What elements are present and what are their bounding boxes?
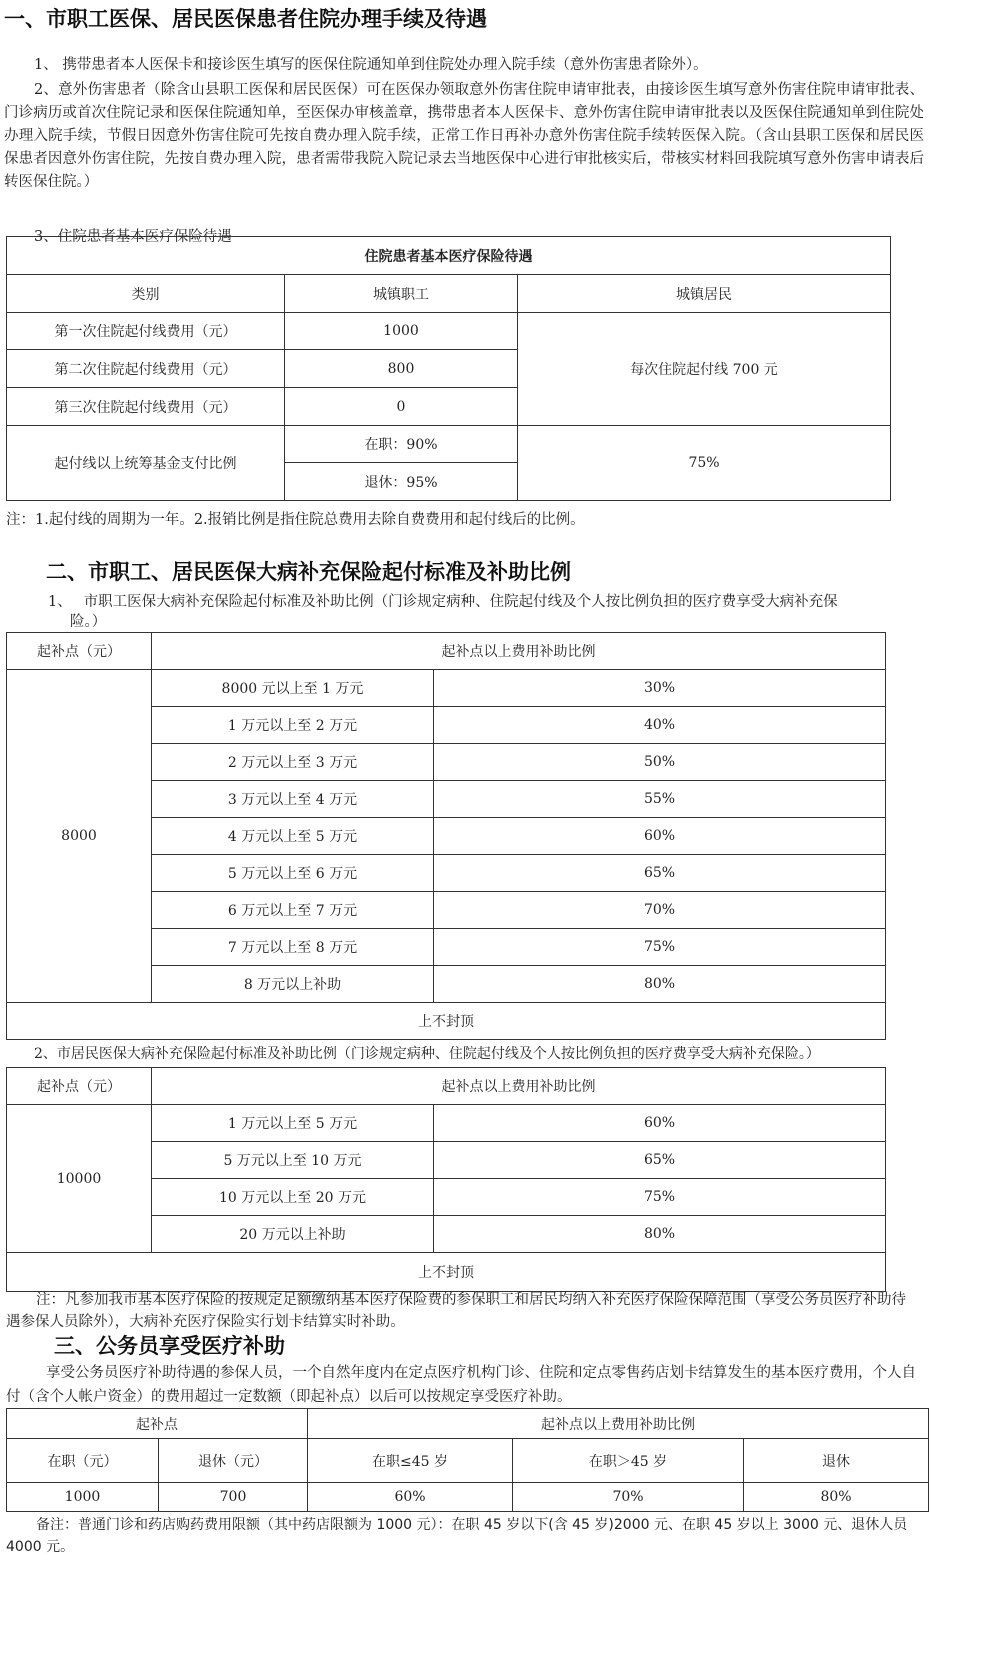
header-active-over-45: 在职＞45 岁	[513, 1439, 744, 1483]
subsidy-ratio: 40%	[434, 707, 886, 744]
section1-note: 注：1.起付线的周期为一年。2.报销比例是指住院总费用去除自费费用和起付线后的比例。	[6, 512, 585, 528]
cost-range: 6 万元以上至 7 万元	[152, 892, 434, 929]
section2-paragraph-1-line2: 险。）	[70, 614, 107, 630]
subsidy-ratio: 80%	[434, 1216, 886, 1253]
header-start-point: 起补点（元）	[7, 1068, 152, 1105]
section1-paragraph-2: 2、意外伤害患者（除含山县职工医保和居民医保）可在医保办领取意外伤害住院申请审批表，由接诊医生填写意外伤害住院申请审批表、门诊病历或首次住院记录和医保住院通知单，至医保办审核盖章，携带患者本人医保卡、意外伤害住院申请审批表以及医保住院通知单到住院处办理入院手续，节假日因意外伤害住院可先按自费办理入院手续，正常工作日再补办意外伤害住院手续转医保入院。（含山县职工医保和居民医保患者因意外伤害住院，先按自费办理入院，患者需带我院入院记录去当地医保中心进行审批核实后，带核实材料回我院填写意外伤害申请表后转医保住院。）	[4, 82, 924, 190]
header-subsidy-ratio-group: 起补点以上费用补助比例	[308, 1409, 929, 1439]
header-subsidy-ratio: 起补点以上费用补助比例	[152, 1068, 886, 1105]
subsidy-ratio: 30%	[434, 670, 886, 707]
subsidy-ratio: 80%	[434, 966, 886, 1003]
value-active-under-45: 60%	[308, 1483, 513, 1512]
no-cap-footer: 上不封顶	[7, 1253, 886, 1292]
resident-threshold: 每次住院起付线 700 元	[518, 313, 891, 426]
section2-title: 二、市职工、居民医保大病补充保险起付标准及补助比例	[46, 560, 571, 584]
subsidy-ratio: 60%	[434, 1105, 886, 1142]
worker-critical-illness-table	[6, 632, 886, 1040]
table-title: 住院患者基本医疗保险待遇	[7, 237, 891, 275]
worker-active-ratio: 在职：90%	[285, 426, 518, 463]
subsidy-ratio: 75%	[434, 1179, 886, 1216]
cost-range: 3 万元以上至 4 万元	[152, 781, 434, 818]
section2-paragraph-2: 2、市居民医保大病补充保险起付标准及补助比例（门诊规定病种、住院起付线及个人按比例负担的医疗费享受大病补充保险。）	[34, 1046, 820, 1062]
start-point-value: 8000	[7, 670, 152, 1003]
row-label: 第三次住院起付线费用（元）	[7, 388, 285, 426]
subsidy-ratio: 50%	[434, 744, 886, 781]
header-retired-ratio: 退休	[744, 1439, 929, 1483]
ratio-label: 起付线以上统筹基金支付比例	[7, 426, 285, 501]
cost-range: 1 万元以上至 2 万元	[152, 707, 434, 744]
subsidy-ratio: 75%	[434, 929, 886, 966]
section3-title: 三、公务员享受医疗补助	[54, 1334, 285, 1358]
cost-range: 5 万元以上至 6 万元	[152, 855, 434, 892]
subsidy-ratio: 55%	[434, 781, 886, 818]
row-worker-value: 800	[285, 350, 518, 388]
value-active-over-45: 70%	[513, 1483, 744, 1512]
section1-paragraph-3: 3、住院患者基本医疗保险待遇	[34, 229, 232, 245]
cost-range: 1 万元以上至 5 万元	[152, 1105, 434, 1142]
header-start-point-group: 起补点	[7, 1409, 308, 1439]
header-category: 类别	[7, 275, 285, 313]
resident-ratio: 75%	[518, 426, 891, 501]
row-worker-value: 1000	[285, 313, 518, 350]
header-urban-worker: 城镇职工	[285, 275, 518, 313]
cost-range: 2 万元以上至 3 万元	[152, 744, 434, 781]
header-active-under-45: 在职≤45 岁	[308, 1439, 513, 1483]
value-active-start: 1000	[7, 1483, 159, 1512]
worker-retired-ratio: 退休：95%	[285, 463, 518, 501]
cost-range: 4 万元以上至 5 万元	[152, 818, 434, 855]
section3-paragraph: 享受公务员医疗补助待遇的参保人员，一个自然年度内在定点医疗机构门诊、住院和定点零售药店划卡结算发生的基本医疗费用，个人自付（含个人帐户资金）的费用超过一定数额（即起补点）以后可以按规定享受医疗补助。	[6, 1365, 916, 1405]
section1-paragraph-1: 1、 携带患者本人医保卡和接诊医生填写的医保住院通知单到住院处办理入院手续（意外伤害患者除外）。	[34, 57, 708, 73]
subsidy-ratio: 60%	[434, 818, 886, 855]
start-point-value: 10000	[7, 1105, 152, 1253]
header-retired-start: 退休（元）	[159, 1439, 308, 1483]
cost-range: 20 万元以上补助	[152, 1216, 434, 1253]
section2-note: 注：凡参加我市基本医疗保险的按规定足额缴纳基本医疗保险费的参保职工和居民均纳入补充医疗保险保障范围（享受公务员医疗补助待遇参保人员除外），大病补充医疗保险实行划卡结算实时补助。	[6, 1292, 906, 1330]
no-cap-footer: 上不封顶	[7, 1003, 886, 1040]
header-start-point: 起补点（元）	[7, 633, 152, 670]
inpatient-benefits-table	[6, 236, 891, 501]
header-subsidy-ratio: 起补点以上费用补助比例	[152, 633, 886, 670]
section2-paragraph-1-line1: 1、 市职工医保大病补充保险起付标准及补助比例（门诊规定病种、住院起付线及个人按比例负担的医疗费享受大病补充保	[48, 594, 838, 610]
section3-note: 备注：普通门诊和药店购药费用限额（其中药店限额为 1000 元）：在职 45 岁以下(含 45 岁)2000 元、在职 45 岁以上 3000 元、退休人员 4000 元。	[6, 1517, 908, 1555]
cost-range: 10 万元以上至 20 万元	[152, 1179, 434, 1216]
value-retired-ratio: 80%	[744, 1483, 929, 1512]
cost-range: 7 万元以上至 8 万元	[152, 929, 434, 966]
row-worker-value: 0	[285, 388, 518, 426]
civil-servant-subsidy-table	[6, 1408, 929, 1512]
cost-range: 5 万元以上至 10 万元	[152, 1142, 434, 1179]
resident-critical-illness-table	[6, 1067, 886, 1292]
header-active-start: 在职（元）	[7, 1439, 159, 1483]
row-label: 第一次住院起付线费用（元）	[7, 313, 285, 350]
row-label: 第二次住院起付线费用（元）	[7, 350, 285, 388]
header-urban-resident: 城镇居民	[518, 275, 891, 313]
value-retired-start: 700	[159, 1483, 308, 1512]
section1-title: 一、市职工医保、居民医保患者住院办理手续及待遇	[4, 7, 487, 31]
subsidy-ratio: 70%	[434, 892, 886, 929]
cost-range: 8 万元以上补助	[152, 966, 434, 1003]
cost-range: 8000 元以上至 1 万元	[152, 670, 434, 707]
subsidy-ratio: 65%	[434, 1142, 886, 1179]
subsidy-ratio: 65%	[434, 855, 886, 892]
